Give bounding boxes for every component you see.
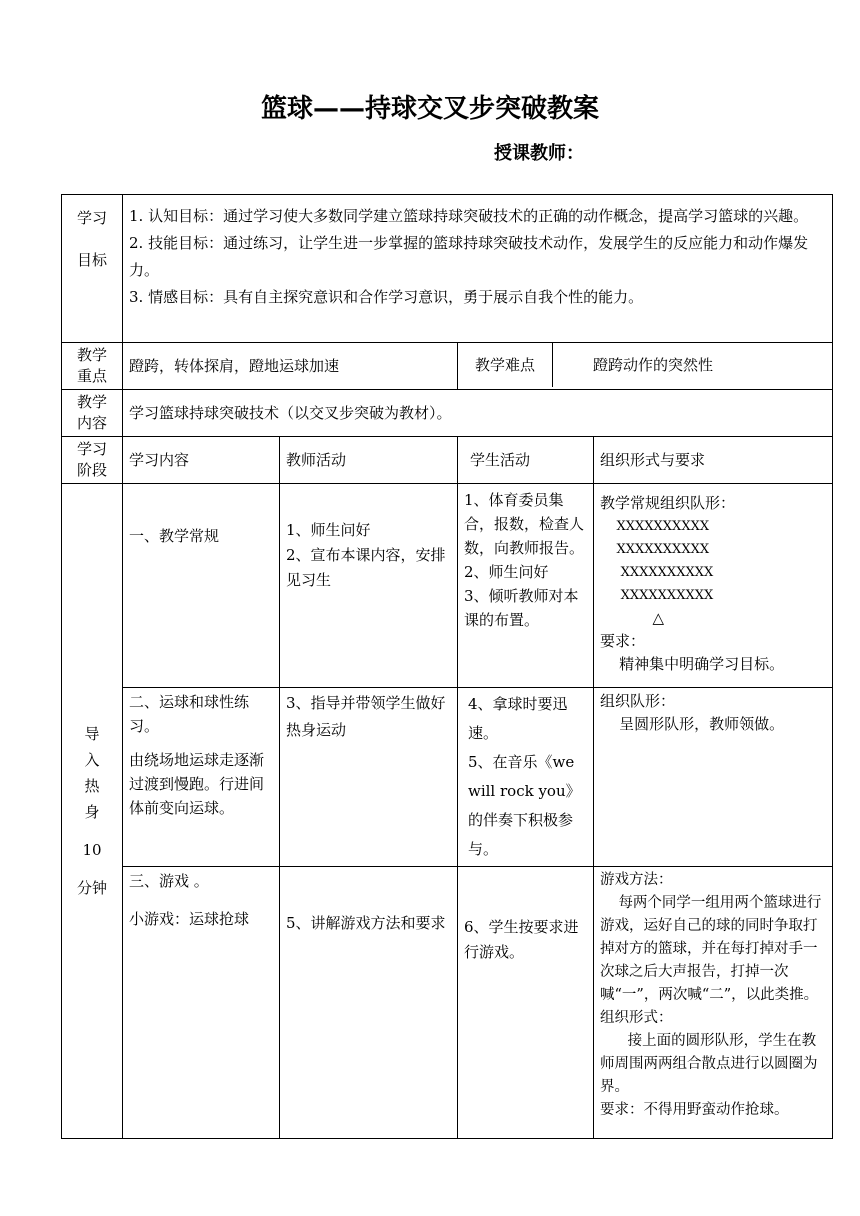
col-header-org: 组织形式与要求 — [594, 437, 833, 484]
teacher-position-icon: △ — [600, 609, 664, 627]
header-row — [62, 437, 833, 484]
goals-label: 学习 目标 — [62, 195, 123, 343]
goals-row — [62, 195, 833, 343]
goals-content — [123, 195, 833, 343]
col-header-student: 学生活动 — [458, 437, 594, 484]
row3-student: 6、学生按要求进行游戏。 — [458, 867, 594, 1139]
focus-row — [62, 343, 833, 390]
table-row — [62, 484, 833, 688]
teacher-label: 授课教师： — [494, 143, 584, 164]
focus-value: 蹬跨，转体探肩，蹬地运球加速 — [123, 343, 458, 390]
row3-teacher: 5、讲解游戏方法和要求 — [280, 867, 458, 1139]
difficulty-value: 蹬跨动作的突然性 — [593, 356, 714, 374]
col-header-content: 学习内容 — [123, 437, 280, 484]
row2-content: 二、运球和球性练习。 由绕场地运球走逐渐过渡到慢跑。行进间体前变向运球。 — [123, 688, 280, 867]
content-label: 教学 内容 — [62, 390, 123, 437]
row1-teacher: 1、师生问好 2、宣布本课内容，安排见习生 — [280, 484, 458, 688]
document-title: 篮球——持球交叉步突破教案 — [260, 94, 599, 124]
focus-label: 教学 重点 — [62, 343, 123, 390]
difficulty-cell — [458, 343, 833, 390]
content-row — [62, 390, 833, 437]
goal-emotion: 3. 情感目标：具有自主探究意识和合作学习意识，勇于展示自我个性的能力。 — [129, 288, 644, 306]
row1-student: 1、体育委员集合，报数，检查人数，向教师报告。 2、师生问好 3、倾听教师对本课的布置。 — [458, 484, 594, 688]
col-header-teacher: 教师活动 — [280, 437, 458, 484]
row1-org: 教学常规组织队形： XXXXXXXXXX XXXXXXXXXX XXXXXXXXXX XXXXXXXXXX △ 要求： 精神集中明确学习目标。 — [594, 484, 833, 688]
table-row — [62, 688, 833, 867]
stage-cell: 导 入 热 身 10 分钟 — [62, 484, 123, 1139]
goal-skill: 2. 技能目标：通过练习，让学生进一步掌握的篮球持球突破技术动作，发展学生的反应能力和动作爆发力。 — [129, 234, 809, 279]
row3-org: 游戏方法： 每两个同学一组用两个篮球进行游戏，运好自己的球的同时争取打掉对方的篮球，并在每打掉对手一次球之后大声报告，打掉一次喊“一”，两次喊“二”，以此类推。 组织形式： 接上面的圆形队形，学生在教师周围两两组合散点进行以圆圈为界。 要求：不得用野蛮动作抢球。 — [594, 867, 833, 1139]
row2-student: 4、拿球时要迅速。 5、在音乐《we will rock you》的伴奏下积极参与。 — [458, 688, 594, 867]
table-row — [62, 867, 833, 1139]
stage-header: 学习 阶段 — [62, 437, 123, 484]
row1-content: 一、教学常规 — [123, 484, 280, 688]
row2-teacher: 3、指导并带领学生做好热身运动 — [280, 688, 458, 867]
row2-org: 组织队形： 呈圆形队形，教师领做。 — [594, 688, 833, 867]
content-value: 学习篮球持球突破技术（以交叉步突破为教材）。 — [123, 390, 833, 437]
row3-content: 三、游戏 。 小游戏：运球抢球 — [123, 867, 280, 1139]
goal-cognitive: 1. 认知目标：通过学习使大多数同学建立篮球持球突破技术的正确的动作概念，提高学习篮球的兴趣。 — [129, 207, 809, 225]
difficulty-label: 教学难点 — [458, 343, 553, 387]
lesson-plan-table — [61, 194, 833, 1139]
